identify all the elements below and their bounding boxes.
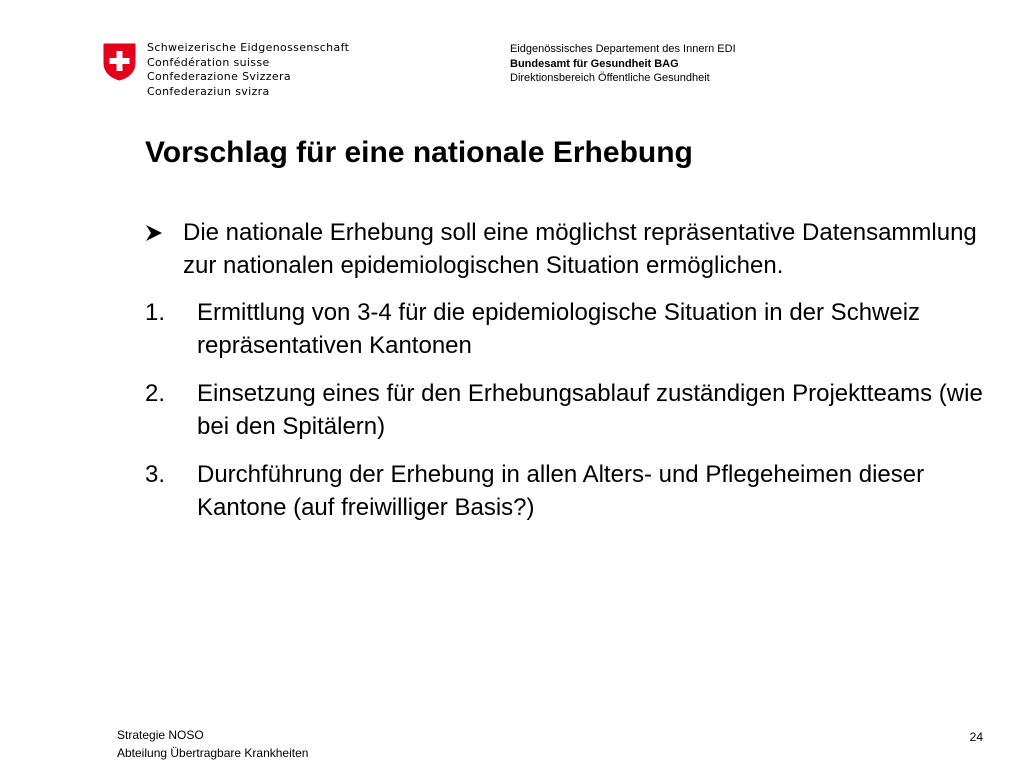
footer-strategy: Strategie NOSO bbox=[117, 728, 204, 742]
footer bbox=[117, 726, 308, 762]
slide-content bbox=[145, 216, 1005, 539]
department-info bbox=[510, 42, 736, 86]
confederation-line-it: Confederazione Svizzera bbox=[147, 70, 292, 83]
confederation-line-de: Schweizerische Eidgenossenschaft bbox=[147, 41, 350, 54]
numbered-item-3 bbox=[145, 458, 1005, 524]
item-number: 2. bbox=[145, 380, 166, 407]
item-number: 1. bbox=[145, 299, 166, 326]
item-text: Einsetzung eines für den Erhebungsablauf zuständigen Projektteams (wie bei den Spitälern) bbox=[197, 380, 983, 440]
numbered-item-2 bbox=[145, 377, 1005, 443]
bullet-item bbox=[145, 216, 1005, 282]
office-name: Bundesamt für Gesundheit BAG bbox=[510, 57, 679, 70]
division-name: Direktionsbereich Öffentliche Gesundheit bbox=[510, 72, 710, 84]
slide-title: Vorschlag für eine nationale Erhebung bbox=[145, 136, 693, 169]
confederation-line-fr: Confédération suisse bbox=[147, 55, 270, 69]
bullet-text: Die nationale Erhebung soll eine möglichst repräsentative Datensammlung zur nationalen epidemiologischen Situation ermöglichen. bbox=[183, 219, 977, 279]
arrow-bullet-icon bbox=[145, 224, 163, 242]
department-name: Eidgenössisches Departement des Innern EDI bbox=[510, 43, 736, 55]
swiss-flag-icon bbox=[103, 43, 136, 81]
item-text: Ermittlung von 3-4 für die epidemiologische Situation in der Schweiz repräsentativen Kantonen bbox=[197, 299, 921, 359]
confederation-name-lines bbox=[147, 41, 349, 99]
numbered-item-1 bbox=[145, 296, 1005, 362]
footer-department: Abteilung Übertragbare Krankheiten bbox=[117, 746, 309, 760]
confederation-line-rm: Confederaziun svizra bbox=[147, 84, 270, 98]
confederation-logo bbox=[103, 41, 363, 105]
item-text: Durchführung der Erhebung in allen Alters- und Pflegeheimen dieser Kantone (auf freiwilliger Basis?) bbox=[197, 461, 925, 521]
page-number: 24 bbox=[969, 730, 983, 744]
item-number: 3. bbox=[145, 461, 166, 488]
